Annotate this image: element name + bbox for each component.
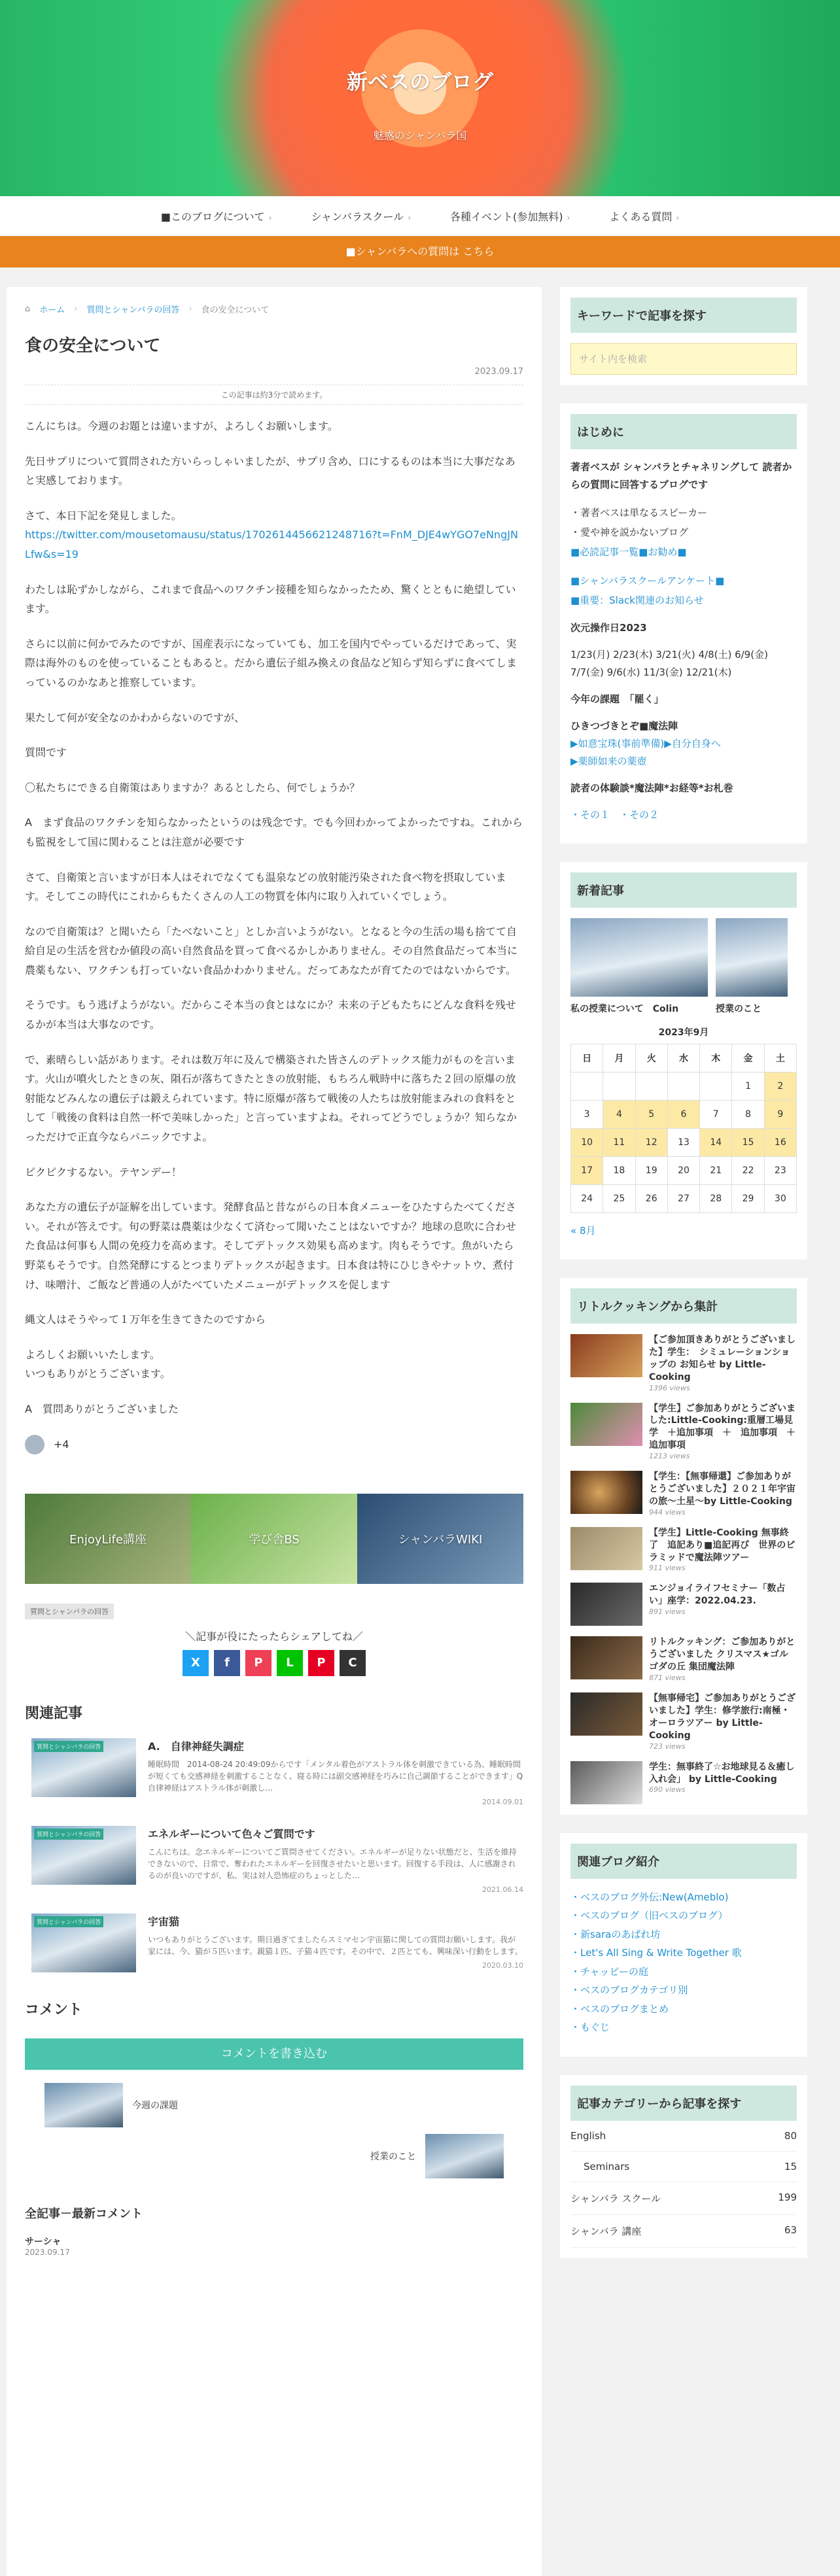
prev-month-link[interactable]: « 8月 <box>570 1225 596 1237</box>
post-thumbnail <box>570 918 708 997</box>
new-posts-widget <box>560 862 807 1260</box>
breadcrumb-separator: › <box>188 304 192 314</box>
paragraph: で、素晴らしい話があります。それは数万年に及んで構築された皆さんのデトックス能力がものを言います。火山が噴火したときの灰、隕石が落ちてきたときの放射能、もちろん戦時中に落ちた２回の原爆の放射能などみんなの遺伝子は鍛えられています。特に原爆が落ちて戦後の人たちは放射能まみれの食料をとして「戦後の食料は自然一杯で美味しかった」と言っていますよね。それってどうでしょうか？知らなかっただけで正直今ならパニックですよ。 <box>25 1053 517 1144</box>
widget-title: はじめに <box>570 414 797 449</box>
calendar-day: 19 <box>635 1157 667 1185</box>
weekday: 火 <box>635 1044 667 1073</box>
ranking-item[interactable]: リトルクッキング：ご参加ありがとうございました クリスマス★ゴルゴダの丘 集団魔法陣 871 views <box>570 1636 797 1682</box>
new-post-card[interactable]: 私の授業について Colin <box>570 918 708 1015</box>
calendar-day[interactable]: 11 <box>603 1129 635 1157</box>
ranking-thumbnail <box>570 1761 642 1804</box>
paragraph: 〇私たちにできる自衛策はありますか？あるとしたら、何でしょうか？ <box>25 781 360 794</box>
post-thumbnail <box>716 918 788 997</box>
search-widget <box>560 287 807 385</box>
x-share-button[interactable]: X <box>183 1650 209 1676</box>
prev-post-link[interactable]: 今週の課題 <box>44 2083 523 2127</box>
weekday: 金 <box>732 1044 764 1073</box>
search-input[interactable]: サイト内を検索 <box>570 343 797 375</box>
list-item <box>570 1888 797 1907</box>
widget-title: 新着記事 <box>570 872 797 908</box>
paragraph: なので自衛策は？と聞いたら「たべないこと」としか言いようがない。となると今の生活の場も捨てて自給自足の生活を営むか値段の高い自然食品を買って食べるかしかありません。その自然食品だって本当に農薬もない、ワクチンも打っていない食品かわかりません。だってあなたが育てたのではないからです。 <box>25 925 517 976</box>
calendar-day: 27 <box>667 1185 699 1213</box>
related-thumbnail: 質問とシャンバラの回答 <box>31 1738 136 1797</box>
breadcrumb-category[interactable]: 質問とシャンバラの回答 <box>86 305 180 315</box>
calendar-day <box>635 1073 667 1101</box>
notice-bar[interactable]: ■シャンバラへの質問は こちら <box>0 236 840 267</box>
calendar-day: 7 <box>700 1101 732 1129</box>
intro-text: 著者ベスが シャンバラとチャネリングして 読者からの質問に回答するブログです <box>570 461 792 490</box>
paragraph: あなた方の遺伝子が証解を出しています。発酵食品と昔ながらの日本食メニューをひたすらたべてください。それが答えです。旬の野菜は農薬は少なくて済むって聞いたことはないですか？地球の息吹に合わせた食品は何事も人間の免疫力を高めます。そしてデトックス効果も高めます。肉もそうです。魚がいたら野菜もそうです。自然発酵にするとつまりデトックスが起きます。日本食は特にひじきやナットウ、煮付け、味噌汁、ご飯など普通の人がたべていたメニューがデトックスを促します <box>25 1201 516 1291</box>
list-item <box>570 1906 797 1925</box>
experience-links[interactable]: ・その１ ・その２ <box>570 809 659 821</box>
calendar-day: 20 <box>667 1157 699 1185</box>
list-item <box>570 591 797 610</box>
latest-commenter[interactable]: サーシャ <box>25 2236 61 2247</box>
ranking-item[interactable]: エンジョイライフセミナー「数占い」座学：2022.04.23. 891 views <box>570 1583 797 1626</box>
list-item <box>570 2018 797 2037</box>
category-row[interactable]: Seminars 15 <box>570 2152 797 2182</box>
banner-manabiya[interactable]: 学び舎BS <box>191 1494 357 1584</box>
widget-title: 記事カテゴリーから記事を探す <box>570 2086 797 2121</box>
related-heading: 関連記事 <box>25 1705 83 1722</box>
list-item: ・著者ベスは単なるスピーカー <box>570 507 708 519</box>
paragraph: 先日サプリについて質問された方いらっしゃいましたが、サプリ含め、口にするものは本当に大事だなあと実感しております。 <box>25 455 516 487</box>
paragraph: よろしくお願いいたします。 いつもありがとうございます。 <box>25 1348 171 1381</box>
main-nav <box>0 196 840 236</box>
ranking-item[interactable]: 【無事帰宅】ご参加ありがとうございました】学生：修学旅行:南極・オーロラツアー by Little-Cooking 723 views <box>570 1692 797 1751</box>
ranking-thumbnail <box>570 1583 642 1626</box>
facebook-share-button[interactable]: f <box>214 1650 240 1676</box>
ranking-item[interactable]: 【ご参加頂きありがとうございました】学生： シミュレーションショップの お知らせ by Little-Cooking 1396 views <box>570 1334 797 1392</box>
paragraph: A 質問ありがとうございました <box>25 1402 179 1415</box>
related-title: エネルギーについて色々ご質問です <box>148 1827 315 1840</box>
related-thumbnail: 質問とシャンバラの回答 <box>31 1914 136 1972</box>
intro-widget <box>560 404 807 844</box>
related-snippet: 睡眠時間 2014-08-24 20:49:09からです「メンタル着色がアストラル体を刺激できている為、睡眠時間が短くても交感神経を刺激することなく、寝る時には副交感神経を巧みに自己調節することができます」Q自律神経はアストラル体が刺激し… <box>148 1759 523 1793</box>
site-subtitle: 魅惑のシャンバラ国 <box>373 129 467 142</box>
calendar <box>570 1025 797 1213</box>
blog-link[interactable]: ・もぐじ <box>570 2021 610 2034</box>
blog-link[interactable]: ・Let's All Sing & Write Together 歌 <box>570 1947 742 1959</box>
ranking-thumbnail <box>570 1527 642 1570</box>
prev-post-thumbnail <box>44 2083 123 2127</box>
related-thumbnail: 質問とシャンバラの回答 <box>31 1826 136 1885</box>
list-item <box>570 1963 797 1982</box>
pinterest-share-button[interactable]: P <box>308 1650 334 1676</box>
sidebar <box>560 287 807 2576</box>
calendar-day: 22 <box>732 1157 764 1185</box>
breadcrumb-separator: › <box>74 304 78 314</box>
ranking-thumbnail <box>570 1636 642 1679</box>
widget-title: キーワードで記事を探す <box>570 298 797 333</box>
new-post-card[interactable]: 授業のこと <box>716 918 788 1015</box>
magic-link-2[interactable]: ▶薬師如来の薬壺 <box>570 755 647 767</box>
calendar-day: 13 <box>667 1129 699 1157</box>
related-snippet: こんにちは。念エネルギーについてご質問させてください。エネルギーが足りない状態だと、生活を維持できないので、日常で、奪われたエネルギーを回復させたいと思います。回復する手段は、人に感謝されるのが良いのですが、私、実は対人恐怖症のちょっとした… <box>148 1847 517 1880</box>
paragraph: 質問です <box>25 746 67 759</box>
related-snippet: いつもありがとうございます。期日過ぎてましたらスミマセン宇宙猫に関しての質問お願いします。我が家には、今、猫が５匹います。親猫１匹、子猫４匹です。その中で、２匹とても、興味深い行動をします。 <box>148 1934 523 1956</box>
list-item: ・愛や神を説かないブログ <box>570 526 689 538</box>
calendar-day[interactable]: 10 <box>571 1129 603 1157</box>
calendar-day: 26 <box>635 1185 667 1213</box>
new-posts-carousel <box>570 918 797 1015</box>
write-comment-button[interactable]: コメントを書き込む <box>25 2038 523 2070</box>
paragraph: わたしは恥ずかしながら、これまで食品へのワクチン接種を知らなかったため、驚くとともに絶望しています。 <box>25 583 516 615</box>
chevron-down-icon: › <box>268 213 272 222</box>
slack-link[interactable]: ■重要：Slack関連のお知らせ <box>570 594 704 606</box>
related-date: 2021.06.14 <box>482 1885 523 1894</box>
like-area <box>25 1435 523 1454</box>
calendar-day <box>571 1073 603 1101</box>
nav-about[interactable]: ■このブログについて › <box>160 210 272 223</box>
related-date: 2020.03.10 <box>482 1961 523 1970</box>
calendar-day: 1 <box>732 1073 764 1101</box>
heart-icon[interactable] <box>25 1435 44 1454</box>
list-item <box>570 542 797 562</box>
calendar-day[interactable]: 6 <box>667 1101 699 1129</box>
category-row[interactable]: English 80 <box>570 2121 797 2152</box>
ranking-thumbnail <box>570 1471 642 1514</box>
like-count: +4 <box>54 1438 69 1451</box>
calendar-day: 24 <box>571 1185 603 1213</box>
blogs-list <box>570 1888 797 2037</box>
magic-title: ひきつづきとぞ■魔法陣 <box>570 720 678 732</box>
ranking-item[interactable]: 【学生：【無事帰還】ご参加ありがとうございました】２０２１年宇宙の旅〜土星〜by Little-Cooking 944 views <box>570 1471 797 1517</box>
survey-link[interactable]: ■シャンバラスクールアンケート■ <box>570 575 725 587</box>
related-title: A. 自律神経失調症 <box>148 1740 244 1753</box>
banner-row <box>25 1494 523 1584</box>
paragraph: そうです。もう逃げようがない。だからこそ本当の食とはなにか？未来の子どもたちにどんな食料を残せるかが本当は大事なのです。 <box>25 999 516 1031</box>
pocket-share-button[interactable]: P <box>245 1650 271 1676</box>
paragraph: さて、自衛策と言いますが日本人はそれでなくても温泉などの放射能汚染された食べ物を摂取しています。そしてこの時代にこれからもたくさんの人工の物質を体内に取り入れていくでしょう。 <box>25 870 506 903</box>
ranking-thumbnail <box>570 1403 642 1446</box>
calendar-day[interactable]: 2 <box>764 1073 796 1101</box>
calendar-day <box>603 1073 635 1101</box>
breadcrumb-home[interactable]: ホーム <box>39 305 65 315</box>
article-body <box>25 417 523 1419</box>
calendar-day[interactable]: 16 <box>764 1129 796 1157</box>
chevron-down-icon: › <box>567 213 570 222</box>
share-heading: ＼記事が役にたったらシェアしてね／ <box>185 1630 363 1643</box>
paragraph: さらに以前に何かでみたのですが、国産表示になっていても、加工を国内でやっているだけであって、実際は海外のものを使っていることもあると。だから遺伝子組み換えの食品など知らず知らずに食べてしまっているのかなあと推察しています。 <box>25 637 517 689</box>
related-item[interactable] <box>31 1914 523 1972</box>
calendar-day: 18 <box>603 1157 635 1185</box>
intro-list <box>570 503 797 562</box>
paragraph: さて、本日下記を発見しました。 https://twitter.com/mousetomausu/status/1702614456621248716?t=FnM_DJE4wYGO7eNngJNLfw&s=19 <box>25 509 518 560</box>
site-header <box>0 0 840 196</box>
calendar-day[interactable]: 4 <box>603 1101 635 1129</box>
list-item <box>570 2000 797 2019</box>
calendar-day[interactable]: 15 <box>732 1129 764 1157</box>
nav-events[interactable]: 各種イベント(参加無料) › <box>450 210 570 223</box>
must-read-link[interactable]: ■必読記事一覧■お勧め■ <box>570 546 687 558</box>
next-post-thumbnail <box>425 2134 504 2178</box>
all-comments-heading: 全記事－最新コメント <box>25 2207 143 2221</box>
paragraph: 縄文人はそうやって１万年を生きてきたのですから <box>25 1313 266 1326</box>
category-tag[interactable]: 質問とシャンバラの回答 <box>25 1604 114 1619</box>
ranking-thumbnail <box>570 1692 642 1736</box>
blog-link[interactable]: ・ベスのブログ外伝:New(Ameblo) <box>570 1891 729 1903</box>
magic-link-1[interactable]: ▶如意宝珠(事前準備)▶自分自身へ <box>570 738 721 749</box>
chevron-down-icon: › <box>408 213 411 222</box>
related-item[interactable] <box>31 1738 523 1806</box>
related-item[interactable] <box>31 1826 523 1894</box>
breadcrumb-current: 食の安全について <box>201 305 270 315</box>
categories-widget <box>560 2075 807 2258</box>
copy-link-button[interactable]: C <box>340 1650 366 1676</box>
category-row[interactable]: シャンバラ スクール 199 <box>570 2182 797 2215</box>
article-date: 2023.09.17 <box>474 367 523 377</box>
chevron-down-icon: › <box>676 213 680 222</box>
widget-title: リトルクッキングから集計 <box>570 1288 797 1324</box>
next-post-link[interactable]: 授業のこと <box>44 2134 504 2178</box>
list-item <box>570 1981 797 2000</box>
calendar-day[interactable]: 17 <box>571 1157 603 1185</box>
paragraph: こんにちは。今週のお題とは違いますが、よろしくお願いします。 <box>25 420 338 432</box>
twitter-link[interactable]: https://twitter.com/mousetomausu/status/1702614456621248716?t=FnM_DJE4wYGO7eNngJNLfw&s=19 <box>25 528 518 560</box>
task-title: 今年の課題 「罷く」 <box>570 693 664 705</box>
paragraph: 果たして何が安全なのかわからないのですが、 <box>25 711 245 724</box>
home-icon: ⌂ <box>25 304 31 314</box>
weekday: 水 <box>667 1044 699 1073</box>
calendar-day: 8 <box>732 1101 764 1129</box>
list-item <box>570 1925 797 1944</box>
blog-link[interactable]: ・ベスのブログ（旧ベスのブログ） <box>570 1910 728 1922</box>
nav-faq[interactable]: よくある質問 › <box>609 210 680 223</box>
calendar-day: 29 <box>732 1185 764 1213</box>
weekday: 木 <box>700 1044 732 1073</box>
ranking-item[interactable]: 【学生】ご参加ありがとうございました:Little-Cooking:重層工場見学 ＋追加事項 ＋ 追加事項 ＋ 追加事項 1213 views <box>570 1403 797 1461</box>
banner-wiki[interactable]: シャンバラWIKI <box>357 1494 523 1584</box>
weekday: 土 <box>764 1044 796 1073</box>
list-item <box>570 1944 797 1963</box>
weekday: 月 <box>603 1044 635 1073</box>
category-row[interactable]: シャンバラ 講座 63 <box>570 2215 797 2248</box>
calendar-day <box>667 1073 699 1101</box>
line-share-button[interactable]: L <box>277 1650 303 1676</box>
experience-title: 読者の体験談*魔法陣*お経等*お札巻 <box>570 782 733 794</box>
schedule-text: 1/23(月) 2/23(木) 3/21(火) 4/8(土) 6/9(金) 7/7(金) 9/6(水) 11/3(金) 12/21(木) <box>570 649 768 678</box>
calendar-day[interactable]: 12 <box>635 1129 667 1157</box>
calendar-day <box>700 1073 732 1101</box>
ranking-item[interactable]: 【学生】Little-Cooking 無事終了 追記あり■追記再び 世界のピラミッドで魔法陣ツアー 911 views <box>570 1527 797 1573</box>
widget-title: 関連ブログ紹介 <box>570 1844 797 1879</box>
paragraph: ピクピクするない。テヤンデー！ <box>25 1165 182 1178</box>
schedule-title: 次元操作日2023 <box>570 622 647 634</box>
related-title: 宇宙猫 <box>148 1915 180 1928</box>
breadcrumb <box>25 303 523 315</box>
calendar-day: 3 <box>571 1101 603 1129</box>
main-content <box>7 287 542 2576</box>
calendar-title: 2023年9月 <box>658 1027 709 1038</box>
article-title: 食の安全について <box>25 336 161 356</box>
calendar-day[interactable]: 14 <box>700 1129 732 1157</box>
little-cooking-widget <box>560 1278 807 1815</box>
paragraph: A まず食品のワクチンを知らなかったというのは残念です。でも今回わかってよかったですね。これからも監視をして国に関わることは注意が必要です <box>25 816 523 848</box>
related-blogs-widget <box>560 1833 807 2057</box>
list-item <box>570 571 797 591</box>
ranking-thumbnail <box>570 1334 642 1377</box>
site-title[interactable]: 新ベスのブログ <box>346 69 493 94</box>
related-date: 2014.09.01 <box>482 1797 523 1806</box>
nav-school[interactable]: シャンバラスクール › <box>311 210 411 223</box>
banner-enjoylife[interactable]: EnjoyLife講座 <box>25 1494 191 1584</box>
calendar-day: 30 <box>764 1185 796 1213</box>
blog-link[interactable]: ・新saraのあばれ坊 <box>570 1928 661 1940</box>
calendar-day[interactable]: 5 <box>635 1101 667 1129</box>
links-list <box>570 571 797 610</box>
ranking-item[interactable]: 学生：無事終了☆お地球見る＆癒し入れ会」 by Little-Cooking 690 views <box>570 1761 797 1804</box>
comment-heading: コメント <box>25 2001 83 2018</box>
calendar-day: 21 <box>700 1157 732 1185</box>
latest-comment-date: 2023.09.17 <box>25 2247 70 2257</box>
share-buttons <box>25 1650 523 1676</box>
calendar-day: 28 <box>700 1185 732 1213</box>
read-time: この記事は約3分で読めます。 <box>25 385 523 405</box>
blog-link[interactable]: ・ベスのブログまとめ <box>570 2002 669 2015</box>
calendar-day: 25 <box>603 1185 635 1213</box>
calendar-day: 23 <box>764 1157 796 1185</box>
calendar-day[interactable]: 9 <box>764 1101 796 1129</box>
blog-link[interactable]: ・ベスのブログカテゴリ別 <box>570 1984 688 1997</box>
weekday: 日 <box>571 1044 603 1073</box>
blog-link[interactable]: ・チャッピーの庭 <box>570 1965 648 1978</box>
